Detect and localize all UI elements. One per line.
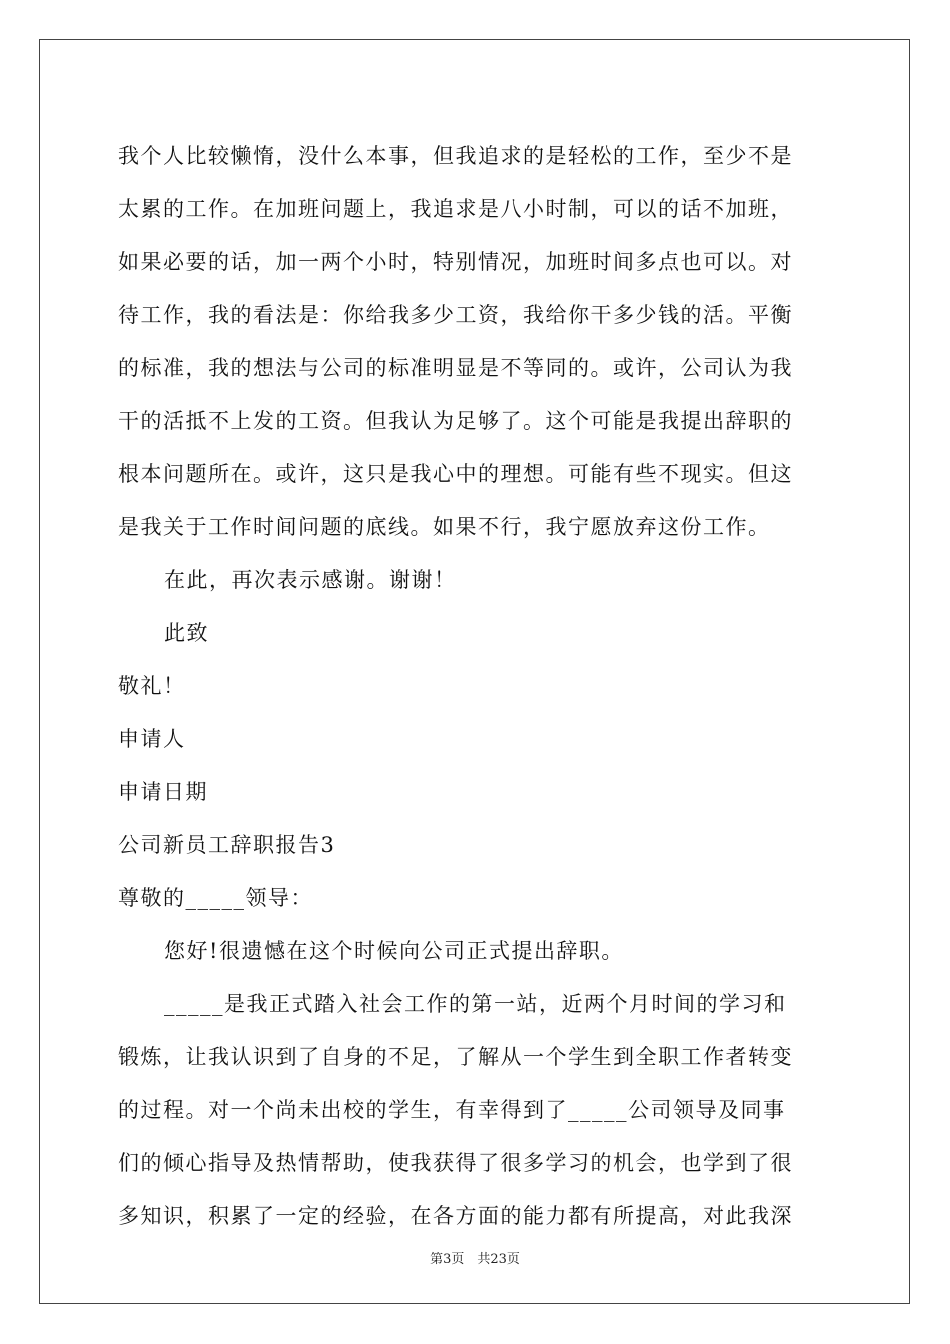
text-line: 如果必要的话，加一两个小时，特别情况，加班时间多点也可以。对 [118, 250, 793, 274]
text-line: 申请人 [118, 727, 186, 751]
text-line: _____是我正式踏入社会工作的第一站，近两个月时间的学习和 [164, 992, 787, 1016]
salutation: 尊敬的_____领导： [118, 886, 313, 910]
text-line: 此致 [164, 621, 209, 645]
text-line: 锻炼，让我认识到了自身的不足，了解从一个学生到全职工作者转变 [118, 1045, 793, 1069]
text-line: 的过程。对一个尚未出校的学生，有幸得到了_____公司领导及同事 [118, 1098, 786, 1122]
text-line: 是我关于工作时间问题的底线。如果不行，我宁愿放弃这份工作。 [118, 515, 771, 539]
section-title: 公司新员工辞职报告3 [118, 833, 336, 857]
text-line: 您好!很遗憾在这个时候向公司正式提出辞职。 [164, 939, 624, 963]
text-line: 申请日期 [118, 780, 208, 804]
document-body [118, 130, 834, 1243]
text-line: 多知识，积累了一定的经验，在各方面的能力都有所提高，对此我深 [118, 1204, 793, 1228]
text-line: 根本问题所在。或许，这只是我心中的理想。可能有些不现实。但这 [118, 462, 793, 486]
text-line: 待工作，我的看法是：你给我多少工资，我给你干多少钱的活。平衡 [118, 303, 793, 327]
page-number-footer: 第3页 共23页 [430, 1252, 520, 1267]
text-line: 敬礼！ [118, 674, 186, 698]
text-line: 们的倾心指导及热情帮助，使我获得了很多学习的机会，也学到了很 [118, 1151, 793, 1175]
text-line: 干的活抵不上发的工资。但我认为足够了。这个可能是我提出辞职的 [118, 409, 793, 433]
text-line: 在此，再次表示感谢。谢谢！ [164, 568, 457, 592]
text-line: 的标准，我的想法与公司的标准明显是不等同的。或许，公司认为我 [118, 356, 793, 380]
text-line: 太累的工作。在加班问题上，我追求是八小时制，可以的话不加班， [118, 197, 793, 221]
text-line: 我个人比较懒惰，没什么本事，但我追求的是轻松的工作，至少不是 [118, 144, 793, 168]
